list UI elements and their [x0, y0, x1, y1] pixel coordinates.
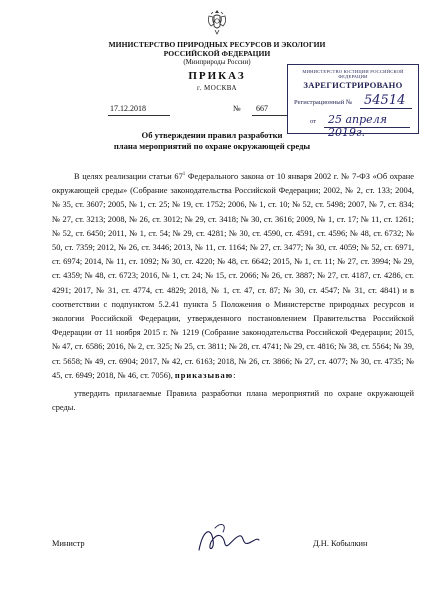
document-body	[52, 170, 414, 415]
stamp-title: ЗАРЕГИСТРИРОВАНО	[303, 80, 403, 90]
handwritten-signature	[193, 520, 263, 560]
document-heading	[60, 130, 364, 152]
document-number: 667	[256, 104, 268, 113]
p1-superscript: 1	[182, 172, 186, 178]
stamp-department: МИНИСТЕРСТВО ЮСТИЦИИ РОССИЙСКОЙ ФЕДЕРАЦИИ	[302, 69, 404, 79]
stamp-reg-underline	[360, 108, 412, 109]
ministry-short-name: (Минприроды России)	[183, 58, 251, 66]
p1-lead: В целях реализации статьи 67	[74, 172, 183, 181]
number-label: №	[233, 104, 241, 113]
stamp-date-underline	[324, 127, 410, 128]
signatory-title: Министр	[52, 539, 85, 548]
p1-text: Федерального закона от 10 января 2002 г. № 7-ФЗ «Об охране окружающей среды» (Собрание законодательства Российской Федерации; 2002, № 2, ст. 133; 2004, № 35, ст. 3607; 2005, № 1, ст. 25; № 19, ст. 1752; 2006, № 1, ст. 10; № 52, ст. 5498; 2007, № 7, ст. 834; № 27, ст. 3213; 2008, № 26, ст. 3012; № 29, ст. 3418; № 30, ст. 3616; 2009, № 1, ст. 17; № 11, ст. 1261; № 52, ст. 6450; 2011, № 1, ст. 54; № 29, ст. 4281; № 30, ст. 4590, ст. 4591, ст. 4596; № 48, ст. 6732; № 50, ст. 7359; 2012, № 26, ст. 3446; 2013, № 11, ст. 1164; № 27, ст. 3477; № 30, ст. 4059; № 52, ст. 6971, ст. 6974; 2014, № 11, ст. 1092; № 30, ст. 4220; № 48, ст. 6642; 2015, № 1, ст. 11; № 27, ст. 3994; № 29, ст. 4359; № 48, ст. 6723; 2016, № 1, ст. 24; № 15, ст. 2066; № 26, ст. 3887; № 27, ст. 4187, ст. 4286, ст. 4291; 2017, № 31, ст. 4774, ст. 4829; 2018, № 1, ст. 47, ст. 87; № 30, ст. 4547; № 31, ст. 4841) и в соответствии с подпунктом 5.2.41 пункта 5 Положения о Министерстве природных ресурсов и экологии Российской Федерации, утвержденного постановлением Правительства Российской Федерации от 11 ноября 2015 г. № 1219 (Собрание законодательства Российской Федерации; 2015, № 47, ст. 6586; 2016, № 2, ст. 325; № 25, ст. 3811; № 28, ст. 4741; № 29, ст. 4816; № 38, ст. 5564; № 39, ст. 5658; № 49, ст. 6904; 2017, № 42, ст. 6163; 2018, № 26, ст. 3866; № 27, ст. 4077; № 30, ст. 4735; № 45, ст. 6949; 2018, № 46, ст. 7056),	[52, 172, 414, 380]
stamp-reg-number: 54514	[364, 93, 406, 108]
ministry-line-2: РОССИЙСКОЙ ФЕДЕРАЦИИ	[163, 49, 271, 58]
registration-stamp	[287, 64, 419, 139]
stamp-date-value: 25 апреля 2019г.	[328, 113, 387, 139]
body-paragraph-1	[52, 170, 414, 383]
heading-line-1: Об утверждении правил разработки	[141, 130, 283, 140]
document-type: ПРИКАЗ	[188, 70, 246, 82]
heading-line-2: плана мероприятий по охране окружающей среды	[113, 141, 311, 151]
stamp-date-label: от	[310, 118, 317, 125]
document-city: г. МОСКВА	[196, 84, 238, 92]
p1-emphasis: приказываю	[174, 370, 234, 380]
p1-end: :	[233, 370, 236, 380]
signatory-name: Д.Н. Кобылкин	[313, 539, 368, 548]
ministry-line-1: МИНИСТЕРСТВО ПРИРОДНЫХ РЕСУРСОВ И ЭКОЛОГИИ	[108, 40, 326, 49]
coat-of-arms-icon	[205, 8, 229, 36]
document-date: 17.12.2018	[110, 104, 146, 113]
body-paragraph-2: утвердить прилагаемые Правила разработки плана мероприятий по охране окружающей среды.	[52, 389, 414, 413]
stamp-reg-label: Регистрационный №	[294, 99, 353, 106]
date-underline	[108, 115, 170, 116]
number-underline	[252, 115, 288, 116]
ministry-name	[96, 40, 338, 67]
